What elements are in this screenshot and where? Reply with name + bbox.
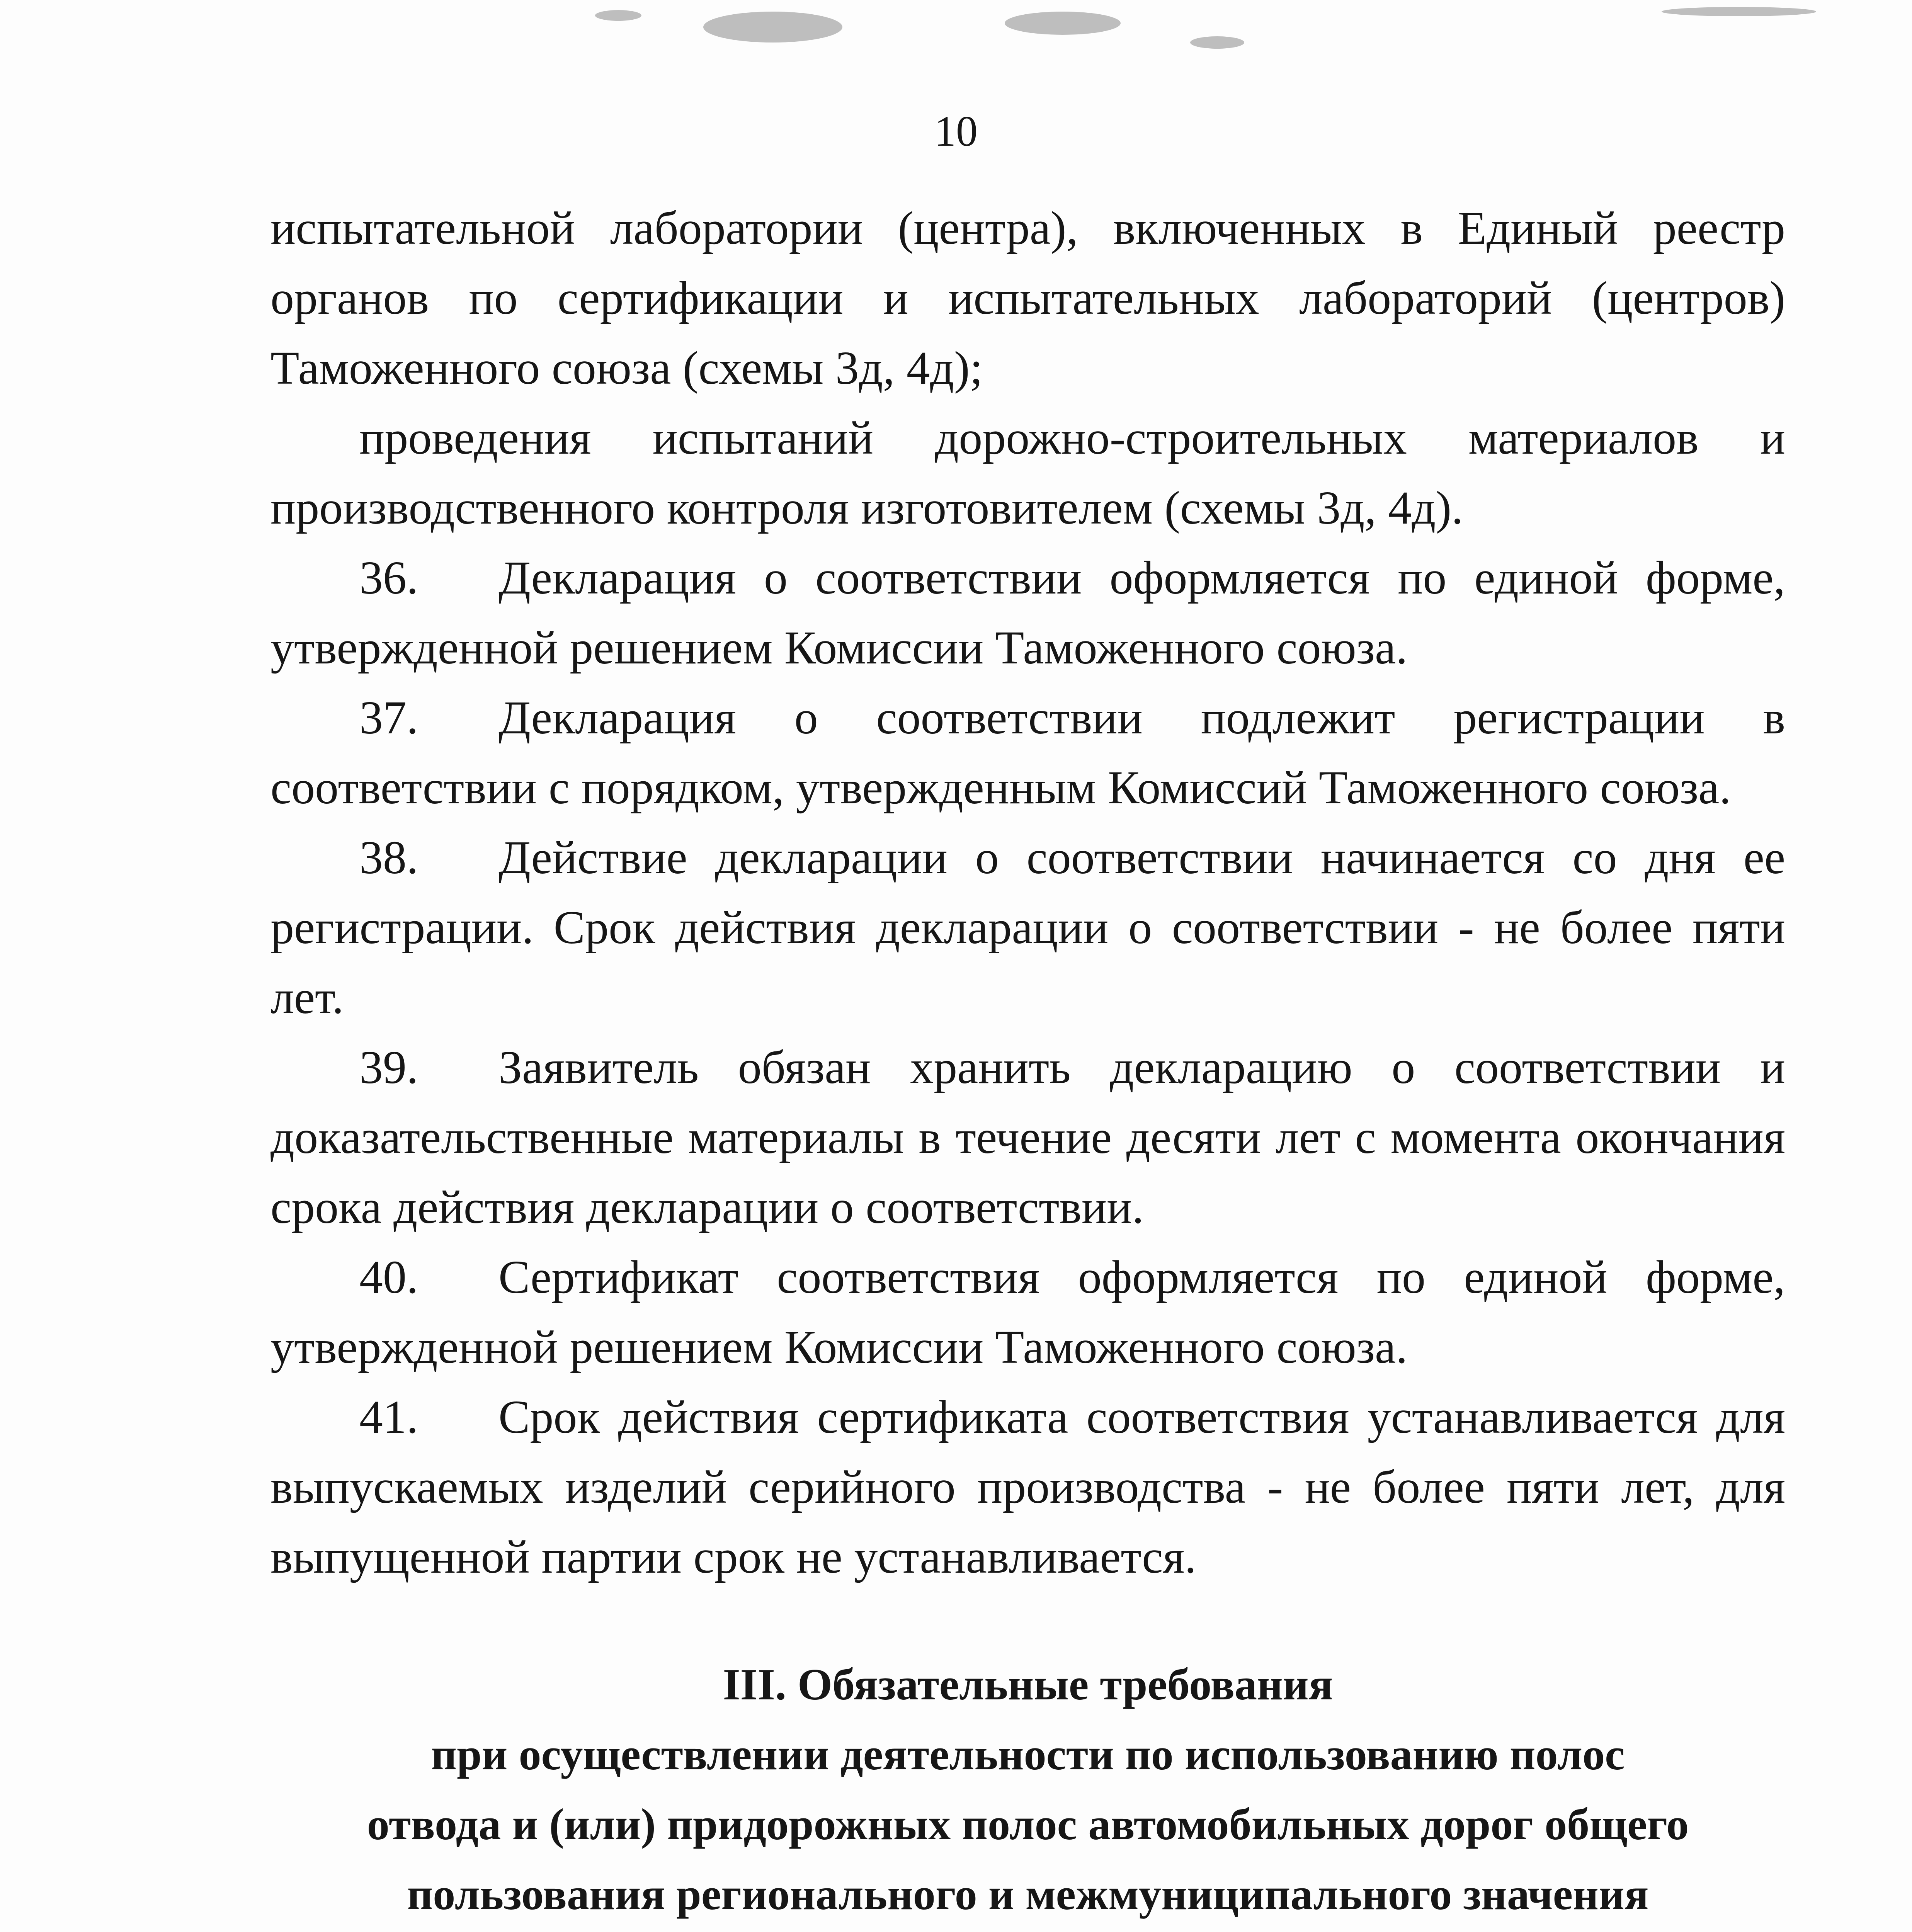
paragraph-number: 37. — [359, 692, 418, 744]
paragraph-text: испытательной лаборатории (центра), включенных в Единый реестр органов по сертификации и испытательных лабораторий (центров) Таможенного союза (схемы 3д, 4д); — [270, 202, 1785, 394]
paragraph-continuation — [270, 193, 1785, 403]
page-number: 10 — [934, 107, 978, 155]
paragraph-38 — [270, 823, 1785, 1032]
section-heading — [270, 1650, 1785, 1930]
top-scan-smudge — [595, 7, 1816, 49]
paragraph-36 — [270, 543, 1785, 683]
paragraph-number: 40. — [359, 1251, 418, 1303]
paragraph-40 — [270, 1242, 1785, 1382]
paragraph-37 — [270, 683, 1785, 823]
paragraph-text: Действие декларации о соответствии начинается со дня ее регистрации. Срок действия декларации о соответствии - не более пяти лет. — [270, 832, 1785, 1024]
paragraph-text: Заявитель обязан хранить декларацию о соответствии и доказательственные материалы в течение десяти лет с момента окончания срока действия декларации о соответствии. — [270, 1041, 1785, 1233]
paragraph-number: 38. — [359, 832, 418, 884]
paragraph-text: проведения испытаний дорожно-строительных материалов и производственного контроля изготовителем (схемы 3д, 4д). — [270, 412, 1785, 534]
paragraph-41 — [270, 1382, 1785, 1592]
paragraph-continuation-2 — [270, 403, 1785, 543]
paragraph-text: Декларация о соответствии подлежит регистрации в соответствии с порядком, утвержденным Комиссий Таможенного союза. — [270, 692, 1785, 814]
section-heading-line-2: при осуществлении деятельности по использованию полос — [431, 1730, 1625, 1779]
body-text-top — [270, 193, 1785, 1592]
paragraph-text: Срок действия сертификата соответствия устанавливается для выпускаемых изделий серийного производства - не более пяти лет, для выпущенной партии срок не устанавливается. — [270, 1391, 1785, 1583]
paragraph-text: Сертификат соответствия оформляется по единой форме, утвержденной решением Комиссии Таможенного союза. — [270, 1251, 1785, 1373]
section-heading-line-4: пользования регионального и межмуниципального значения — [407, 1870, 1649, 1919]
paragraph-39 — [270, 1032, 1785, 1242]
paragraph-number: 39. — [359, 1041, 418, 1094]
paragraph-number: 36. — [359, 552, 418, 604]
paragraph-text: Декларация о соответствии оформляется по единой форме, утвержденной решением Комиссии Таможенного союза. — [270, 552, 1785, 674]
section-heading-line-3: отвода и (или) придорожных полос автомобильных дорог общего — [367, 1800, 1689, 1849]
section-heading-line-1: III. Обязательные требования — [723, 1660, 1333, 1709]
paragraph-number: 41. — [359, 1391, 418, 1443]
